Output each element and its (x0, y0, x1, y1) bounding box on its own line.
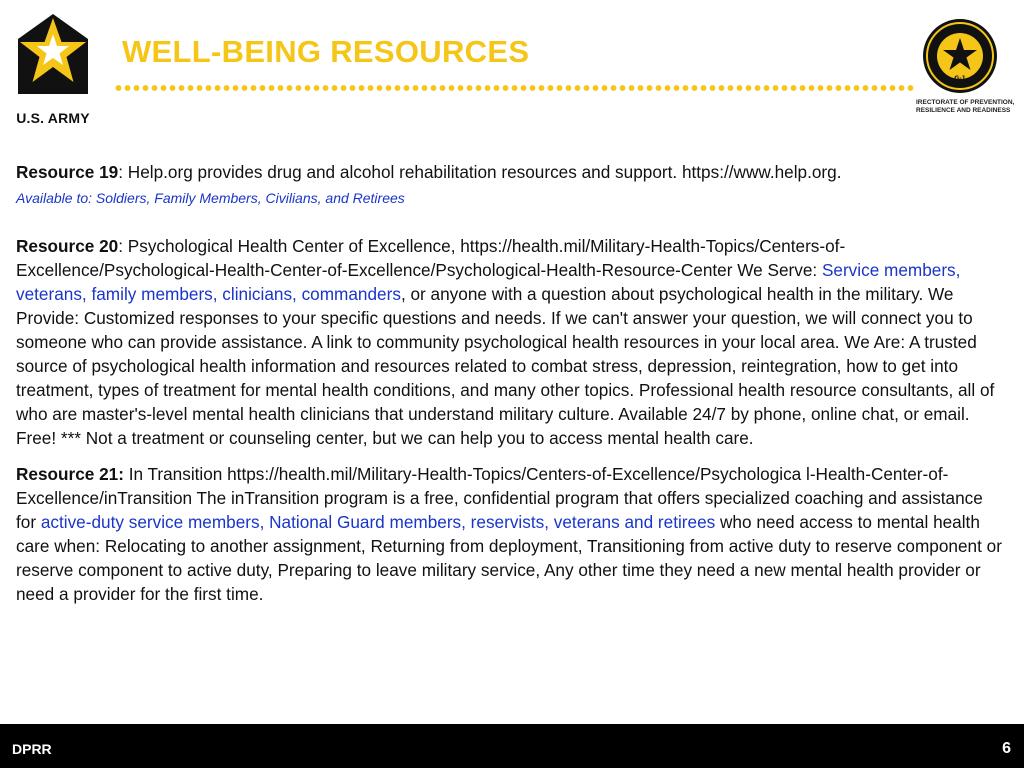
resource-19 (16, 160, 1006, 184)
seal-label: G-1 (954, 75, 966, 82)
resource-20-description: , or anyone with a question about psychological health in the military. We Provide: Customized responses to your specific questions and needs. If we can't answer your question, we will connect you to someone who can provide assistance. A link to community psychological health resources in your local area. We Are: A trusted source of psychological health information and resources related to combat stress, depression, reintegration, how to get into treatment, types of treatment for mental health conditions, and many other topics. Professional health resource consultants, all of who are master's-level mental health clinicians that understand military culture. Available 24/7 by phone, online chat, or email. Free! *** Not a treatment or counseling center, but we can help you to access mental health care. (16, 284, 995, 448)
resource-21 (16, 462, 1006, 606)
resource-20 (16, 234, 1006, 450)
resource-19-label: Resource 19 (16, 162, 119, 182)
seal-caption: IRECTORATE OF PREVENTION, RESILIENCE AND READINESS (916, 99, 1015, 114)
footer-label: DPRR (12, 741, 52, 757)
page-title: WELL-BEING RESOURCES (122, 34, 530, 69)
resource-20-text: : Psychological Health Center of Excellence, https://health.mil/Military-Health-Topics/Centers-of-Excellence/Psychological-Health-Center-of-Excellence/Psychological-Health-Resource-Center We Serve: (16, 236, 846, 280)
resource-20-audience: Service members, veterans, family members, clinicians, commanders (16, 260, 961, 304)
resource-21-text: In Transition https://health.mil/Military-Health-Topics/Centers-of-Excellence/Psychologica l-Health-Center-of-Excellence/inTransition The inTransition program is a free, confidential program that offers specialized coaching and assistance for (16, 464, 983, 532)
resource-21-audience: active-duty service members, National Guard members, reservists, veterans and retirees (40, 512, 716, 532)
us-army-logo (10, 14, 96, 126)
resource-21-description: who need access to mental health care when: Relocating to another assignment, Returning from deployment, Transitioning from active duty to reserve component or reserve component to active duty, Preparing to leave military service, Any other time they need a new mental health provider or need a provider for the first time. (16, 512, 1002, 604)
resource-21-label: Resource 21: (16, 464, 124, 484)
page-number: 6 (1002, 740, 1011, 757)
resource-19-text: : Help.org provides drug and alcohol rehabilitation resources and support. https://www.help.org. (118, 162, 842, 182)
footer-bar (0, 724, 1024, 768)
army-star-icon (18, 14, 88, 94)
army-wordmark: U.S. ARMY (16, 110, 90, 126)
dotted-divider (114, 84, 914, 92)
resource-content (16, 160, 1006, 606)
resource-20-label: Resource 20 (16, 236, 119, 256)
dprr-seal-icon (922, 18, 998, 94)
resource-19-availability: Available to: Soldiers, Family Members, Civilians, and Retirees (16, 190, 405, 206)
